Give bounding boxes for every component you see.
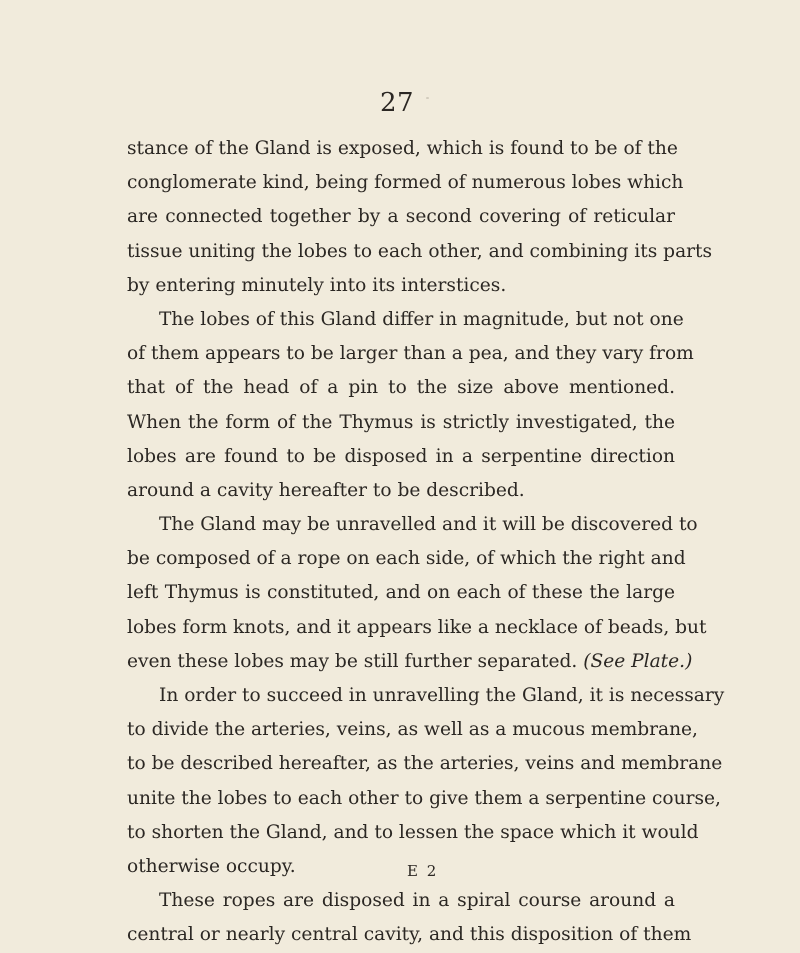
text-line: to divide the arteries, veins, as well as a mucous membrane,: [127, 719, 698, 741]
signature-mark: E 2: [407, 862, 439, 880]
page-number: 27: [380, 88, 415, 118]
paper-spot: [426, 97, 429, 99]
text-line: unite the lobes to each other to give them a serpentine course,: [127, 787, 721, 809]
text-line: to shorten the Gland, and to lessen the space which it would: [127, 821, 699, 843]
text-line: be composed of a rope on each side, of which the right and: [127, 548, 686, 570]
text-line: of them appears to be larger than a pea, and they vary from: [127, 343, 694, 365]
text-line: lobes form knots, and it appears like a necklace of beads, but: [127, 616, 707, 638]
text-line: stance of the Gland is exposed, which is found to be of the: [127, 138, 678, 159]
text-line: to be described hereafter, as the arteries, veins and membrane: [127, 753, 723, 775]
text-line: left Thymus is constituted, and on each of these the large: [127, 582, 675, 604]
plate-reference: (See Plate.): [583, 650, 693, 672]
text-line-content: even these lobes may be still further separated.: [127, 650, 578, 672]
paper-spot: [187, 459, 189, 461]
text-line: The Gland may be unravelled and it will be discovered to: [159, 514, 698, 536]
text-line: lobes are found to be disposed in a serpentine direction: [127, 445, 675, 467]
text-line: that of the head of a pin to the size above mentioned.: [127, 377, 675, 399]
body-text: [127, 132, 725, 953]
text-line: [127, 645, 693, 679]
text-line: by entering minutely into its interstices.: [127, 274, 507, 296]
paper-spot: [289, 353, 291, 355]
text-line: otherwise occupy.: [127, 855, 296, 877]
text-line: are connected together by a second covering of reticular: [127, 206, 675, 228]
text-line: central or nearly central cavity, and this disposition of them: [127, 924, 692, 946]
text-line: tissue uniting the lobes to each other, and combining its parts: [127, 240, 713, 262]
text-line: The lobes of this Gland differ in magnitude, but not one: [159, 308, 684, 330]
text-line: When the form of the Thymus is strictly investigated, the: [127, 411, 675, 433]
text-line: These ropes are disposed in a spiral course around a: [159, 890, 675, 912]
text-line: In order to succeed in unravelling the Gland, it is necessary: [159, 685, 725, 706]
text-line: around a cavity hereafter to be described.: [127, 479, 525, 501]
text-line: conglomerate kind, being formed of numerous lobes which: [127, 172, 684, 194]
